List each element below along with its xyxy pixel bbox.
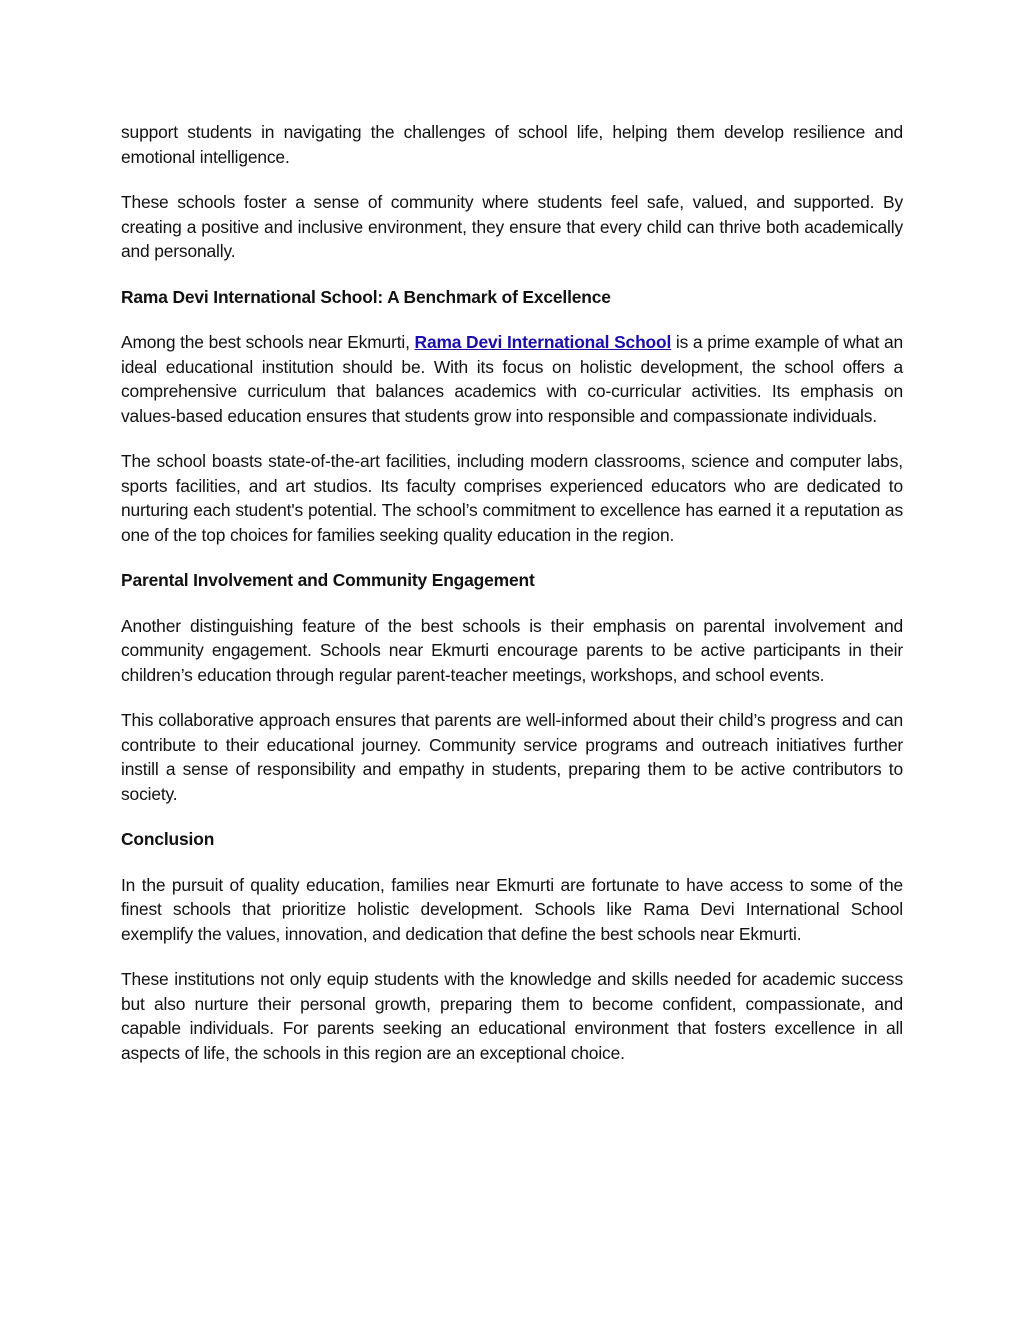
paragraph-parental-involvement: Another distinguishing feature of the best schools is their emphasis on parental involvement and community engagement. Schools near Ekmurti encourage parents to be active participants in their children’s education through regular parent-teacher meetings, workshops, and school events. [121,615,903,685]
paragraph-conclusion-1: In the pursuit of quality education, families near Ekmurti are fortunate to have access to some of the finest schools that prioritize holistic development. Schools like Rama Devi International School exemplify the values, innovation, and dedication that define the best schools near Ekmurti. [121,874,903,944]
paragraph-collaborative-approach: This collaborative approach ensures that parents are well-informed about their child’s progress and can contribute to their educational journey. Community service programs and outreach initiatives further instill a sense of responsibility and empathy in students, preparing them to be active contributors to society. [121,710,903,804]
document-page [121,120,903,1086]
paragraph-community: These schools foster a sense of community where students feel safe, valued, and supported. By creating a positive and inclusive environment, they ensure that every child can thrive both academically and personally. [121,192,903,261]
paragraph-facilities: The school boasts state-of-the-art facilities, including modern classrooms, science and computer labs, sports facilities, and art studios. Its faculty comprises experienced educators who are dedicated to nurturing each student's potential. The school’s commitment to excellence has earned it a reputation as one of the top choices for families seeking quality education in the region. [121,451,903,545]
heading-conclusion: Conclusion [121,829,215,849]
paragraph-student-support: support students in navigating the challenges of school life, helping them develop resilience and emotional intelligence. [121,122,903,167]
heading-rama-devi: Rama Devi International School: A Benchmark of Excellence [121,286,611,307]
rama-devi-school-link[interactable]: Rama Devi International School [414,332,672,352]
paragraph-rama-devi-intro-end: is a prime example of what an ideal educational institution should be. With its focus on holistic development, the school offers a comprehensive curriculum that balances academics with co-curricular activities. Its emphasis on values-based education ensures that students grow into responsible and compassionate individuals. [121,332,903,426]
paragraph-rama-devi-intro-start: Among the best schools near Ekmurti, [121,332,415,352]
heading-parental-involvement: Parental Involvement and Community Engagement [121,570,535,590]
paragraph-conclusion-2: These institutions not only equip students with the knowledge and skills needed for academic success but also nurture their personal growth, preparing them to become confident, compassionate, and capable individuals. For parents seeking an educational environment that fosters excellence in all aspects of life, the schools in this region are an exceptional choice. [121,969,903,1063]
paragraph-rama-devi-intro [121,330,903,428]
